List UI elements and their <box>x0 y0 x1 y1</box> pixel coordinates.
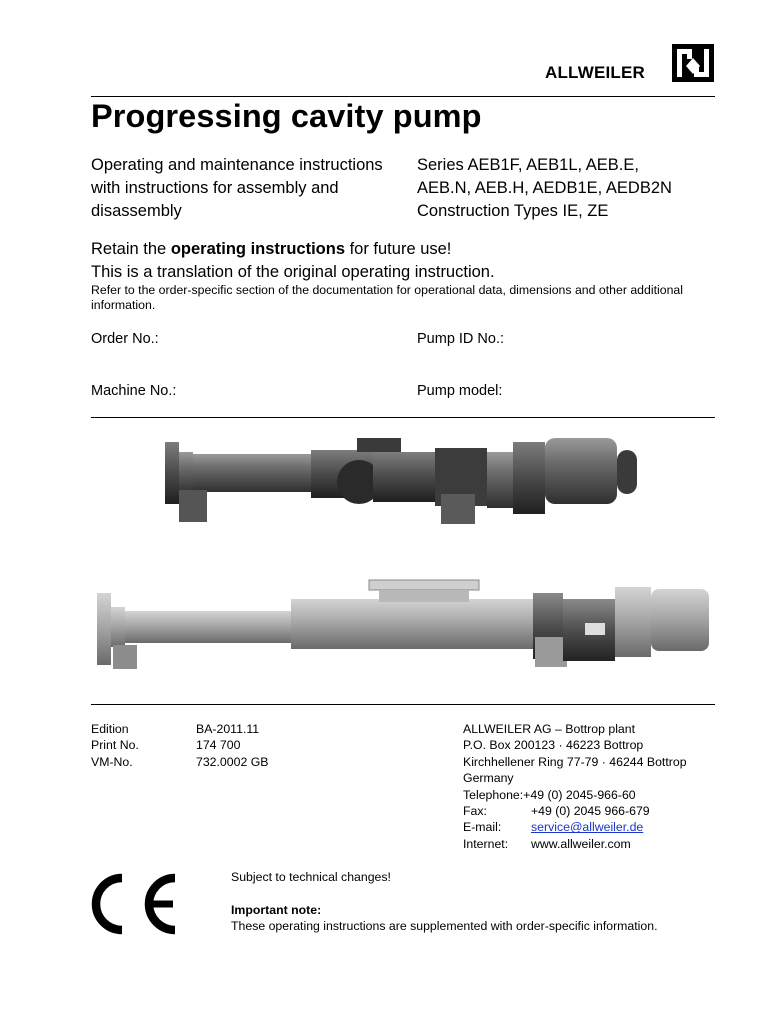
internet-row <box>463 836 723 852</box>
country: Germany <box>463 771 514 786</box>
print-no-value: 174 700 <box>196 738 241 753</box>
edition-values <box>196 721 268 770</box>
intro-left-line: Operating and maintenance instructions <box>91 156 383 174</box>
header-divider <box>91 96 715 97</box>
machine-no-label: Machine No.: <box>91 383 177 399</box>
street-address: Kirchhellener Ring 77-79 · 46244 Bottrop <box>463 754 687 769</box>
notes-block <box>231 869 658 935</box>
brand-name: ALLWEILER <box>545 63 646 82</box>
fax-label: Fax: <box>463 803 487 818</box>
order-no-label: Order No.: <box>91 331 159 347</box>
contact-block <box>463 721 723 852</box>
email-label: E-mail: <box>463 820 502 835</box>
footer-divider <box>91 704 715 705</box>
retain-prefix: Retain the <box>91 240 171 258</box>
pump-id-label: Pump ID No.: <box>417 331 505 347</box>
pump-illustration-top <box>95 434 655 534</box>
intro-left-line: disassembly <box>91 202 182 220</box>
instructions-description <box>91 154 383 223</box>
intro-left-line: with instructions for assembly and <box>91 179 339 197</box>
subject-note: Subject to technical changes! <box>231 870 391 884</box>
intro-right-line: Construction Types IE, ZE <box>417 202 609 220</box>
telephone-value: +49 (0) 2045-966-60 <box>523 787 636 802</box>
po-box: P.O. Box 200123 · 46223 Bottrop <box>463 738 644 753</box>
fields-divider <box>91 417 715 418</box>
important-note-text: These operating instructions are supplemented with order-specific information. <box>231 919 658 934</box>
internet-value: www.allweiler.com <box>531 836 631 851</box>
email-row <box>463 819 723 835</box>
retain-bold: operating instructions <box>170 240 345 258</box>
fax-row <box>463 803 723 819</box>
document-title: Progressing cavity pump <box>91 98 482 134</box>
retain-instruction <box>91 238 495 284</box>
ce-mark-icon <box>91 873 181 935</box>
intro-right-line: Series AEB1F, AEB1L, AEB.E, <box>417 156 639 174</box>
telephone-row <box>463 787 723 803</box>
refer-note: Refer to the order-specific section of the documentation for operational data, dimensions and other additional information. <box>91 283 683 312</box>
telephone-label: Telephone: <box>463 787 524 802</box>
translation-note: This is a translation of the original operating instruction. <box>91 263 495 281</box>
email-link[interactable]: service@allweiler.de <box>531 820 644 835</box>
edition-label: Edition <box>91 722 129 736</box>
intro-right-line: AEB.N, AEB.H, AEDB1E, AEDB2N <box>417 179 672 197</box>
edition-labels <box>91 721 139 770</box>
series-description <box>417 154 672 223</box>
fax-value: +49 (0) 2045 966-679 <box>531 803 650 818</box>
retain-suffix: for future use! <box>345 240 452 258</box>
edition-value: BA-2011.11 <box>196 722 260 736</box>
pump-model-label: Pump model: <box>417 383 503 399</box>
vm-no-value: 732.0002 GB <box>196 754 269 769</box>
important-note-label: Important note: <box>231 902 322 917</box>
company-name: ALLWEILER AG – Bottrop plant <box>463 722 636 736</box>
vm-no-label: VM-No. <box>91 754 133 769</box>
allweiler-logo-icon <box>672 44 714 82</box>
pump-illustration-bottom <box>95 577 715 677</box>
print-no-label: Print No. <box>91 738 139 753</box>
internet-label: Internet: <box>463 836 509 851</box>
